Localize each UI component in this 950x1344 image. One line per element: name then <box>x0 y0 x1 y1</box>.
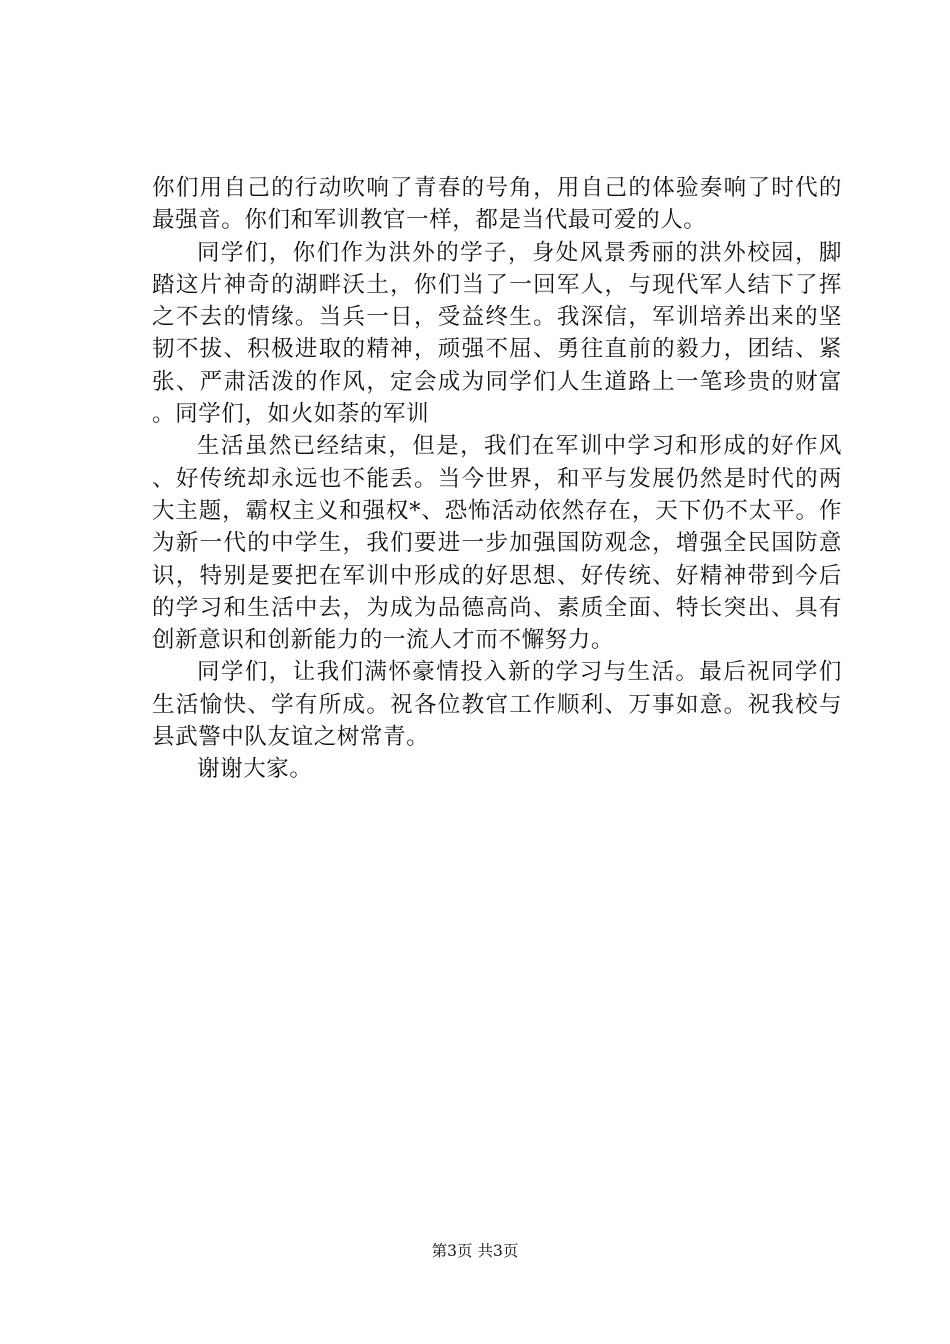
page-number-footer: 第3页 共3页 <box>431 1242 519 1260</box>
paragraph-2: 同学们，你们作为洪外的学子，身处风景秀丽的洪外校园，脚踏这片神奇的湖畔沃土，你们当了一回军人，与现代军人结下了挥之不去的情缘。当兵一日，受益终生。我深信，军训培养出来的坚韧不拔、积极进取的精神，顽强不屈、勇往直前的毅力，团结、紧张、严肃活泼的作风，定会成为同学们人生道路上一笔珍贵的财富。同学们，如火如荼的军训 <box>152 239 842 428</box>
paragraph-5: 谢谢大家。 <box>197 756 313 783</box>
paragraph-1: 你们用自己的行动吹响了青春的号角，用自己的体验奏响了时代的最强音。你们和军训教官一样，都是当代最可爱的人。 <box>152 175 842 234</box>
paragraph-3: 生活虽然已经结束，但是，我们在军训中学习和形成的好作风、好传统却永远也不能丢。当今世界，和平与发展仍然是时代的两大主题，霸权主义和强权*、恐怖活动依然存在，天下仍不太平。作为新一代的中学生，我们要进一步加强国防观念，增强全民国防意识，特别是要把在军训中形成的好思想、好传统、好精神带到今后的学习和生活中去，为成为品德高尚、素质全面、特长突出、具有创新意识和创新能力的一流人才而不懈努力。 <box>152 433 842 654</box>
document-body <box>152 172 842 786</box>
paragraph-4: 同学们，让我们满怀豪情投入新的学习与生活。最后祝同学们生活愉快、学有所成。祝各位教官工作顺利、万事如意。祝我校与县武警中队友谊之树常青。 <box>152 659 842 751</box>
